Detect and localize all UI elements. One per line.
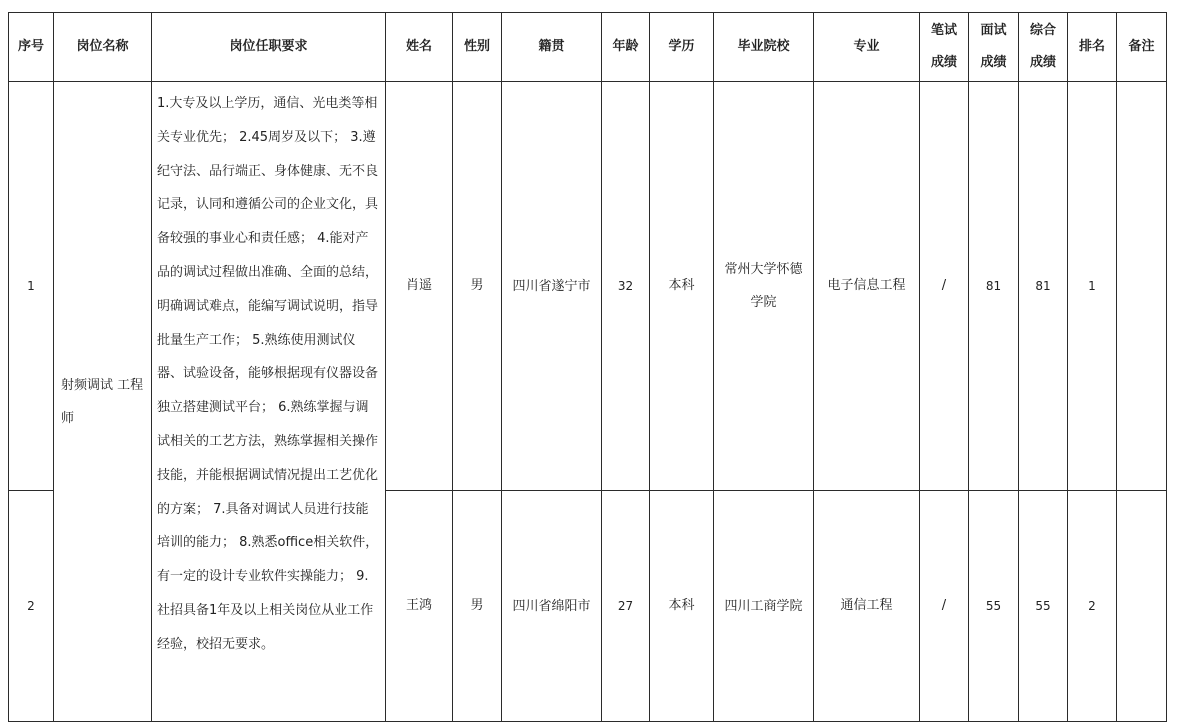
cell-name: 王鸿 xyxy=(386,491,453,722)
header-row xyxy=(9,13,1167,82)
header-rank: 排名 xyxy=(1068,13,1117,82)
cell-written-score: / xyxy=(920,82,969,491)
cell-gender: 男 xyxy=(453,491,502,722)
cell-no: 1 xyxy=(9,82,54,491)
cell-origin: 四川省遂宁市 xyxy=(502,82,602,491)
cell-interview-score: 55 xyxy=(969,491,1019,722)
cell-gender: 男 xyxy=(453,82,502,491)
header-interview-score xyxy=(969,13,1019,82)
header-interview-line1: 面试 xyxy=(980,23,1007,38)
cell-education: 本科 xyxy=(650,491,714,722)
header-major: 专业 xyxy=(814,13,920,82)
header-gender: 性别 xyxy=(453,13,502,82)
cell-no: 2 xyxy=(9,491,54,722)
cell-rank: 1 xyxy=(1068,82,1117,491)
cell-position-name: 射频调试 工程师 xyxy=(54,82,152,722)
cell-requirements: 1.大专及以上学历，通信、光电类等相关专业优先； 2.45周岁及以下； 3.遵纪守法、品行端正、身体健康、无不良记录，认同和遵循公司的企业文化，具备较强的事业心和责任感； 4.能对产品的调试过程做出准确、全面的总结，明确调试难点，能编写调试说明，指导批量生产工作； 5.熟练使用测试仪器、试验设备，能够根据现有仪器设备独立搭建测试平台； 6.熟练掌握与调试相关的工艺方法，熟练掌握相关操作技能，并能根据调试情况提出工艺优化的方案； 7.具备对调试人员进行技能培训的能力； 8.熟悉office相关软件，有一定的设计专业软件实操能力； 9.社招具备1年及以上相关岗位从业工作经验，校招无要求。 xyxy=(152,82,386,722)
header-total-score xyxy=(1019,13,1068,82)
header-position: 岗位名称 xyxy=(54,13,152,82)
candidate-table xyxy=(8,12,1167,722)
header-name: 姓名 xyxy=(386,13,453,82)
cell-origin: 四川省绵阳市 xyxy=(502,491,602,722)
cell-education: 本科 xyxy=(650,82,714,491)
header-requirements: 岗位任职要求 xyxy=(152,13,386,82)
cell-name: 肖遥 xyxy=(386,82,453,491)
cell-remark xyxy=(1117,82,1167,491)
cell-remark xyxy=(1117,491,1167,722)
header-total-line2: 成绩 xyxy=(1029,55,1056,70)
header-interview-line2: 成绩 xyxy=(980,55,1007,70)
cell-school: 四川工商学院 xyxy=(714,491,814,722)
cell-age: 32 xyxy=(602,82,650,491)
cell-written-score: / xyxy=(920,491,969,722)
cell-major: 电子信息工程 xyxy=(814,82,920,491)
header-written-line1: 笔试 xyxy=(930,23,957,38)
cell-interview-score: 81 xyxy=(969,82,1019,491)
header-education: 学历 xyxy=(650,13,714,82)
cell-age: 27 xyxy=(602,491,650,722)
header-school: 毕业院校 xyxy=(714,13,814,82)
header-written-line2: 成绩 xyxy=(930,55,957,70)
cell-rank: 2 xyxy=(1068,491,1117,722)
table-row xyxy=(9,82,1167,491)
cell-major: 通信工程 xyxy=(814,491,920,722)
results-sheet xyxy=(8,12,1167,722)
cell-school: 常州大学怀德学院 xyxy=(714,82,814,491)
header-total-line1: 综合 xyxy=(1029,23,1056,38)
header-age: 年龄 xyxy=(602,13,650,82)
cell-total-score: 55 xyxy=(1019,491,1068,722)
cell-total-score: 81 xyxy=(1019,82,1068,491)
header-origin: 籍贯 xyxy=(502,13,602,82)
header-remark: 备注 xyxy=(1117,13,1167,82)
header-written-score xyxy=(920,13,969,82)
header-no: 序号 xyxy=(9,13,54,82)
